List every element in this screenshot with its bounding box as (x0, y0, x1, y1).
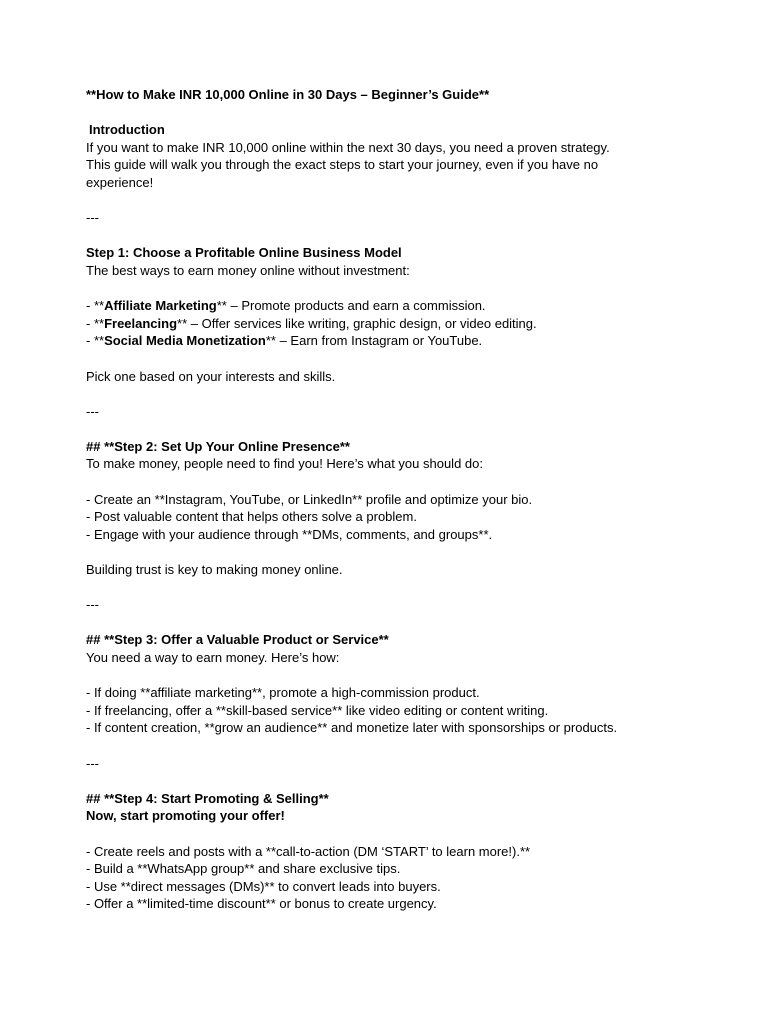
list-item-prefix: - ** (86, 315, 105, 331)
list-item: - Offer a **limited-time discount** or bonus to create urgency. (86, 896, 437, 912)
intro-line-1: If you want to make INR 10,000 online within the next 30 days, you need a proven strategy. (86, 139, 610, 155)
step2-intro: To make money, people need to find you! Here’s what you should do: (86, 456, 483, 472)
step2-closing: Building trust is key to making money online. (86, 562, 343, 578)
list-item: - Post valuable content that helps others solve a problem. (86, 509, 417, 525)
intro-line-3: experience! (86, 174, 154, 190)
document-page (86, 86, 726, 913)
separator: --- (86, 210, 99, 226)
step3-intro: You need a way to earn money. Here’s how: (86, 650, 340, 665)
step3-heading: ## **Step 3: Offer a Valuable Product or Service** (86, 632, 389, 648)
intro-line-2: This guide will walk you through the exact steps to start your journey, even if you have no (86, 157, 599, 173)
list-item-suffix: ** – Earn from Instagram or YouTube. (265, 333, 483, 349)
list-item-bold: Freelancing (104, 315, 178, 331)
list-item: - Build a **WhatsApp group** and share exclusive tips. (86, 861, 401, 877)
list-item-suffix: ** – Offer services like writing, graphic design, or video editing. (177, 315, 537, 331)
step1-closing: Pick one based on your interests and skills. (86, 368, 336, 384)
list-item: - Engage with your audience through **DMs, comments, and groups**. (86, 526, 493, 542)
list-item-prefix: - ** (86, 333, 105, 349)
list-item-suffix: ** – Promote products and earn a commission. (216, 298, 486, 314)
step1-heading: Step 1: Choose a Profitable Online Business Model (86, 245, 402, 261)
list-item (86, 332, 726, 350)
step4-heading: ## **Step 4: Start Promoting & Selling** (86, 790, 329, 806)
list-item: - If freelancing, offer a **skill-based service** like video editing or content writing. (86, 702, 549, 718)
list-item: - Create reels and posts with a **call-to-action (DM ‘START’ to learn more!).** (86, 843, 531, 859)
separator: --- (86, 403, 99, 419)
list-item: - If doing **affiliate marketing**, promote a high-commission product. (86, 685, 480, 701)
list-item (86, 315, 726, 333)
list-item-bold: Affiliate Marketing (104, 298, 217, 314)
step1-intro: The best ways to earn money online without investment: (86, 262, 410, 278)
list-item-bold: Social Media Monetization (104, 333, 266, 349)
list-item: - Create an **Instagram, YouTube, or LinkedIn** profile and optimize your bio. (86, 491, 533, 507)
separator: --- (86, 597, 99, 613)
list-item: - Use **direct messages (DMs)** to convert leads into buyers. (86, 878, 441, 894)
list-item: - If content creation, **grow an audience** and monetize later with sponsorships or products. (86, 720, 618, 736)
document-title: **How to Make INR 10,000 Online in 30 Days – Beginner’s Guide** (86, 87, 490, 102)
list-item-prefix: - ** (86, 298, 105, 314)
step2-heading: ## **Step 2: Set Up Your Online Presence** (86, 438, 350, 454)
list-item (86, 297, 726, 315)
intro-heading: Introduction (89, 122, 165, 138)
separator: --- (86, 755, 99, 771)
step4-intro: Now, start promoting your offer! (86, 808, 285, 824)
